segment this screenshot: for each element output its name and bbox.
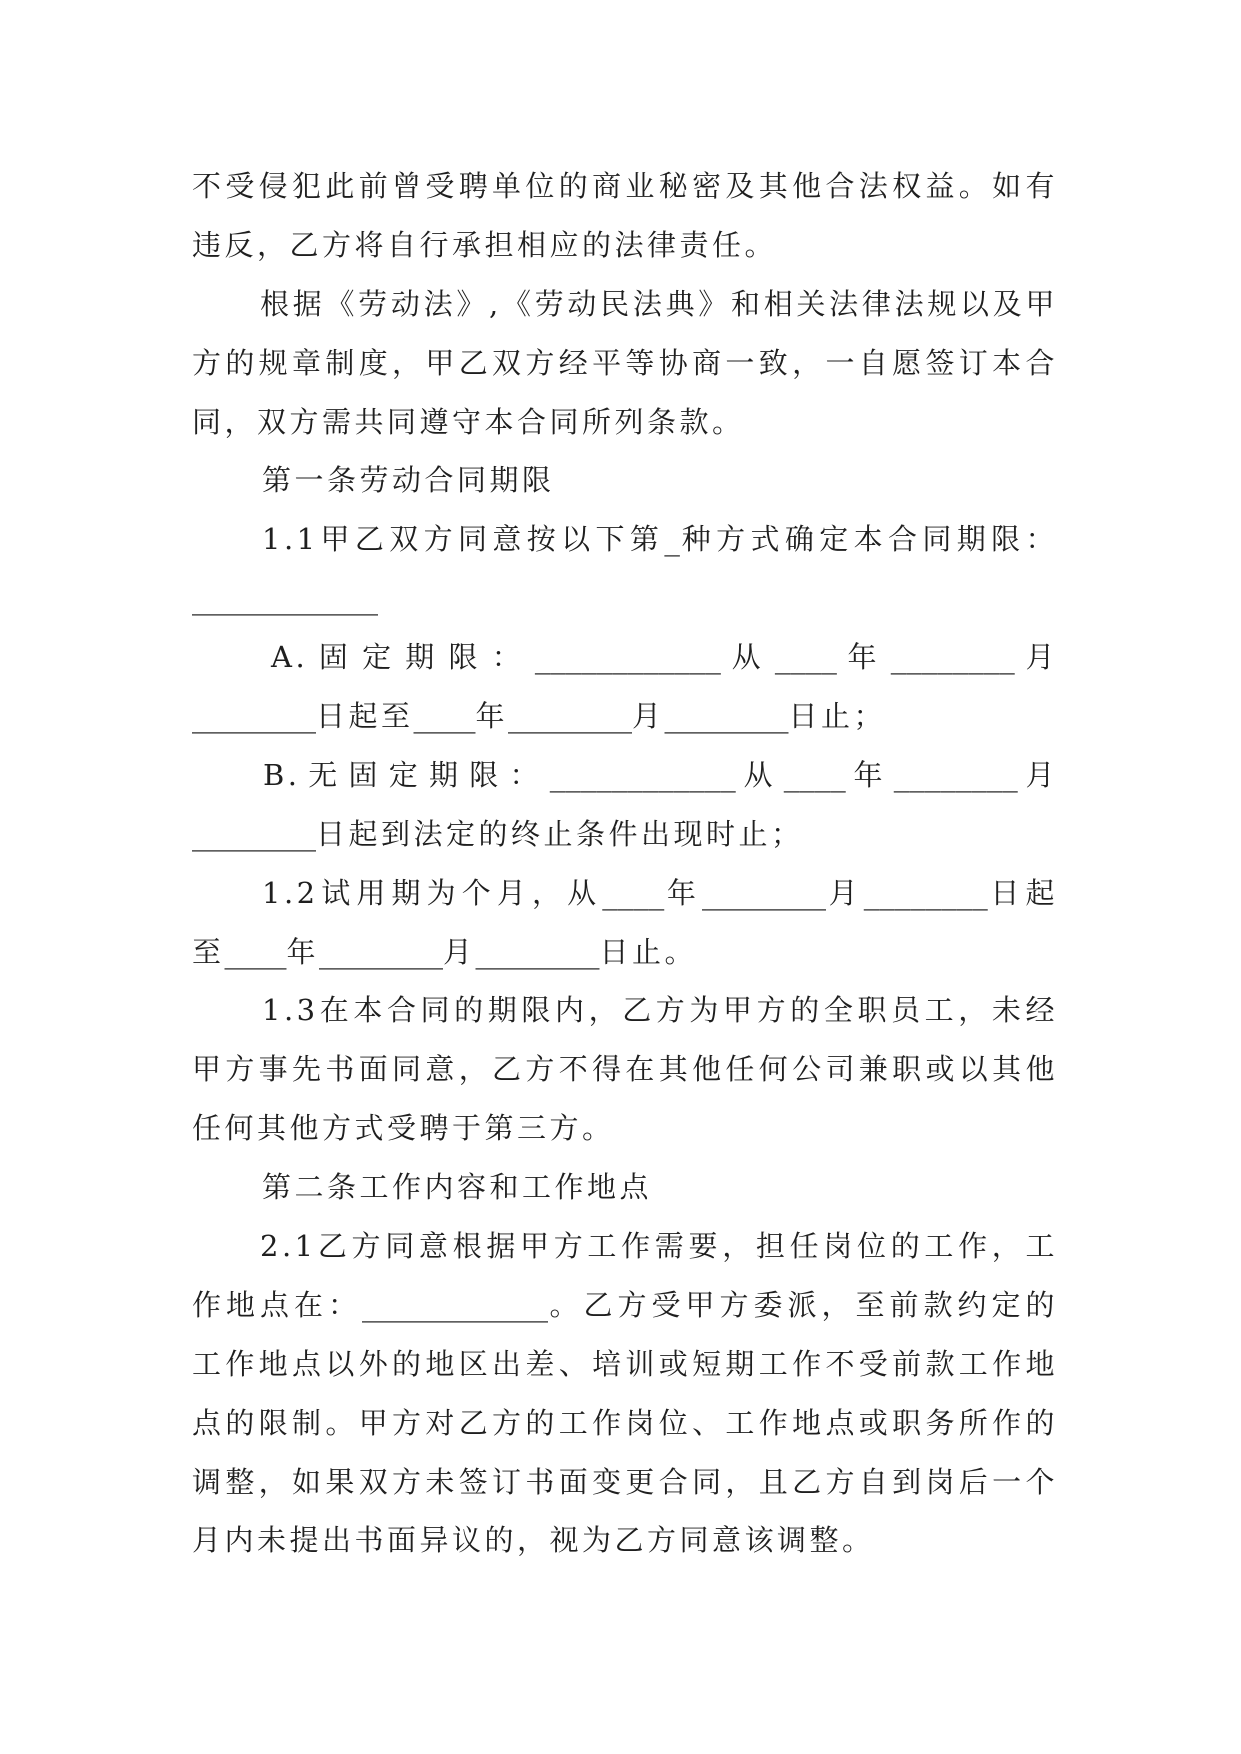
text-line: 甲方事先书面同意，乙方不得在其他任何公司兼职或以其他: [192, 1052, 1058, 1087]
section-heading-text: 第二条工作内容和工作地点: [262, 1170, 653, 1205]
blank-line: ____: [774, 639, 837, 676]
text-line: 点的限制。甲方对乙方的工作岗位、工作地点或职务所作的: [192, 1405, 1058, 1440]
text-line: 至____年________月________日止。: [192, 933, 698, 970]
text-line: 调整，如果双方未签订书面变更合同，且乙方自到岗后一个: [192, 1464, 1058, 1499]
blank-line: ________: [863, 874, 988, 911]
text-line: 方的规章制度，甲乙双方经平等协商一致，一自愿签订本合: [192, 345, 1058, 380]
blank-line: ________: [664, 698, 789, 735]
section-heading: [192, 1158, 1058, 1217]
clause-option: [192, 628, 1058, 746]
text-line: 作地点在：____________。乙方受甲方委派，至前款约定的: [192, 1286, 1058, 1323]
clause: [192, 981, 1058, 1158]
text-line: ________日起到法定的终止条件出现时止；: [192, 815, 804, 852]
blank-line: ________: [508, 698, 633, 735]
text-line: 月内未提出书面异议的，视为乙方同意该调整。: [192, 1523, 875, 1558]
clause: [192, 1217, 1058, 1570]
blank-line: ____________: [534, 639, 721, 676]
text-line: 1.1甲乙双方同意按以下第_种方式确定本合同期限：: [262, 521, 1058, 558]
text-line: 工作地点以外的地区出差、培训或短期工作不受前款工作地: [192, 1346, 1058, 1381]
blank-line: ________: [890, 639, 1015, 676]
clause: [192, 510, 1058, 628]
document-body: [192, 157, 1058, 1570]
blank-line: ________: [319, 933, 444, 970]
blank-line: _: [664, 521, 680, 558]
blank-line: ________: [192, 815, 316, 852]
paragraph: [192, 275, 1058, 452]
text-line: [192, 569, 1058, 628]
section-heading-text: 第一条劳动合同期限: [262, 463, 555, 498]
text-line: 任何其他方式受聘于第三方。: [192, 1111, 615, 1146]
text-line: 违反，乙方将自行承担相应的法律责任。: [192, 227, 778, 262]
text-line: 不受侵犯此前曾受聘单位的商业秘密及其他合法权益。如有: [192, 169, 1058, 203]
blank-line: ________: [192, 698, 316, 735]
text-line: ________日起至____年________月________日止；: [192, 698, 887, 735]
blank-line: ____________: [362, 1286, 548, 1323]
blank-line: ____: [224, 933, 287, 970]
blank-line: ____: [602, 874, 665, 911]
text-line: 同，双方需共同遵守本合同所列条款。: [192, 404, 745, 439]
text-line: A.固定期限：____________从____年________月: [271, 639, 1058, 676]
text-line: 根据《劳动法》,《劳动民法典》和相关法律法规以及甲: [260, 286, 1058, 321]
blank-line: ________: [475, 933, 600, 970]
text-line: 2.1乙方同意根据甲方工作需要，担任岗位的工作，工: [260, 1229, 1058, 1264]
text-line: B.无固定期限：____________从____年________月: [263, 756, 1058, 793]
clause: [192, 864, 1058, 982]
blank-line: ____________: [192, 580, 378, 617]
blank-line: ____: [783, 756, 846, 793]
text-line: 1.3在本合同的期限内，乙方为甲方的全职员工，未经: [262, 993, 1058, 1028]
blank-line: ________: [893, 756, 1018, 793]
blank-line: ________: [701, 874, 826, 911]
clause-option: [192, 746, 1058, 864]
section-heading: [192, 451, 1058, 510]
blank-line: ____: [413, 698, 476, 735]
blank-line: ____________: [549, 756, 736, 793]
text-line: 1.2试用期为个月，从____年________月________日起: [262, 874, 1058, 911]
paragraph: [192, 157, 1058, 275]
